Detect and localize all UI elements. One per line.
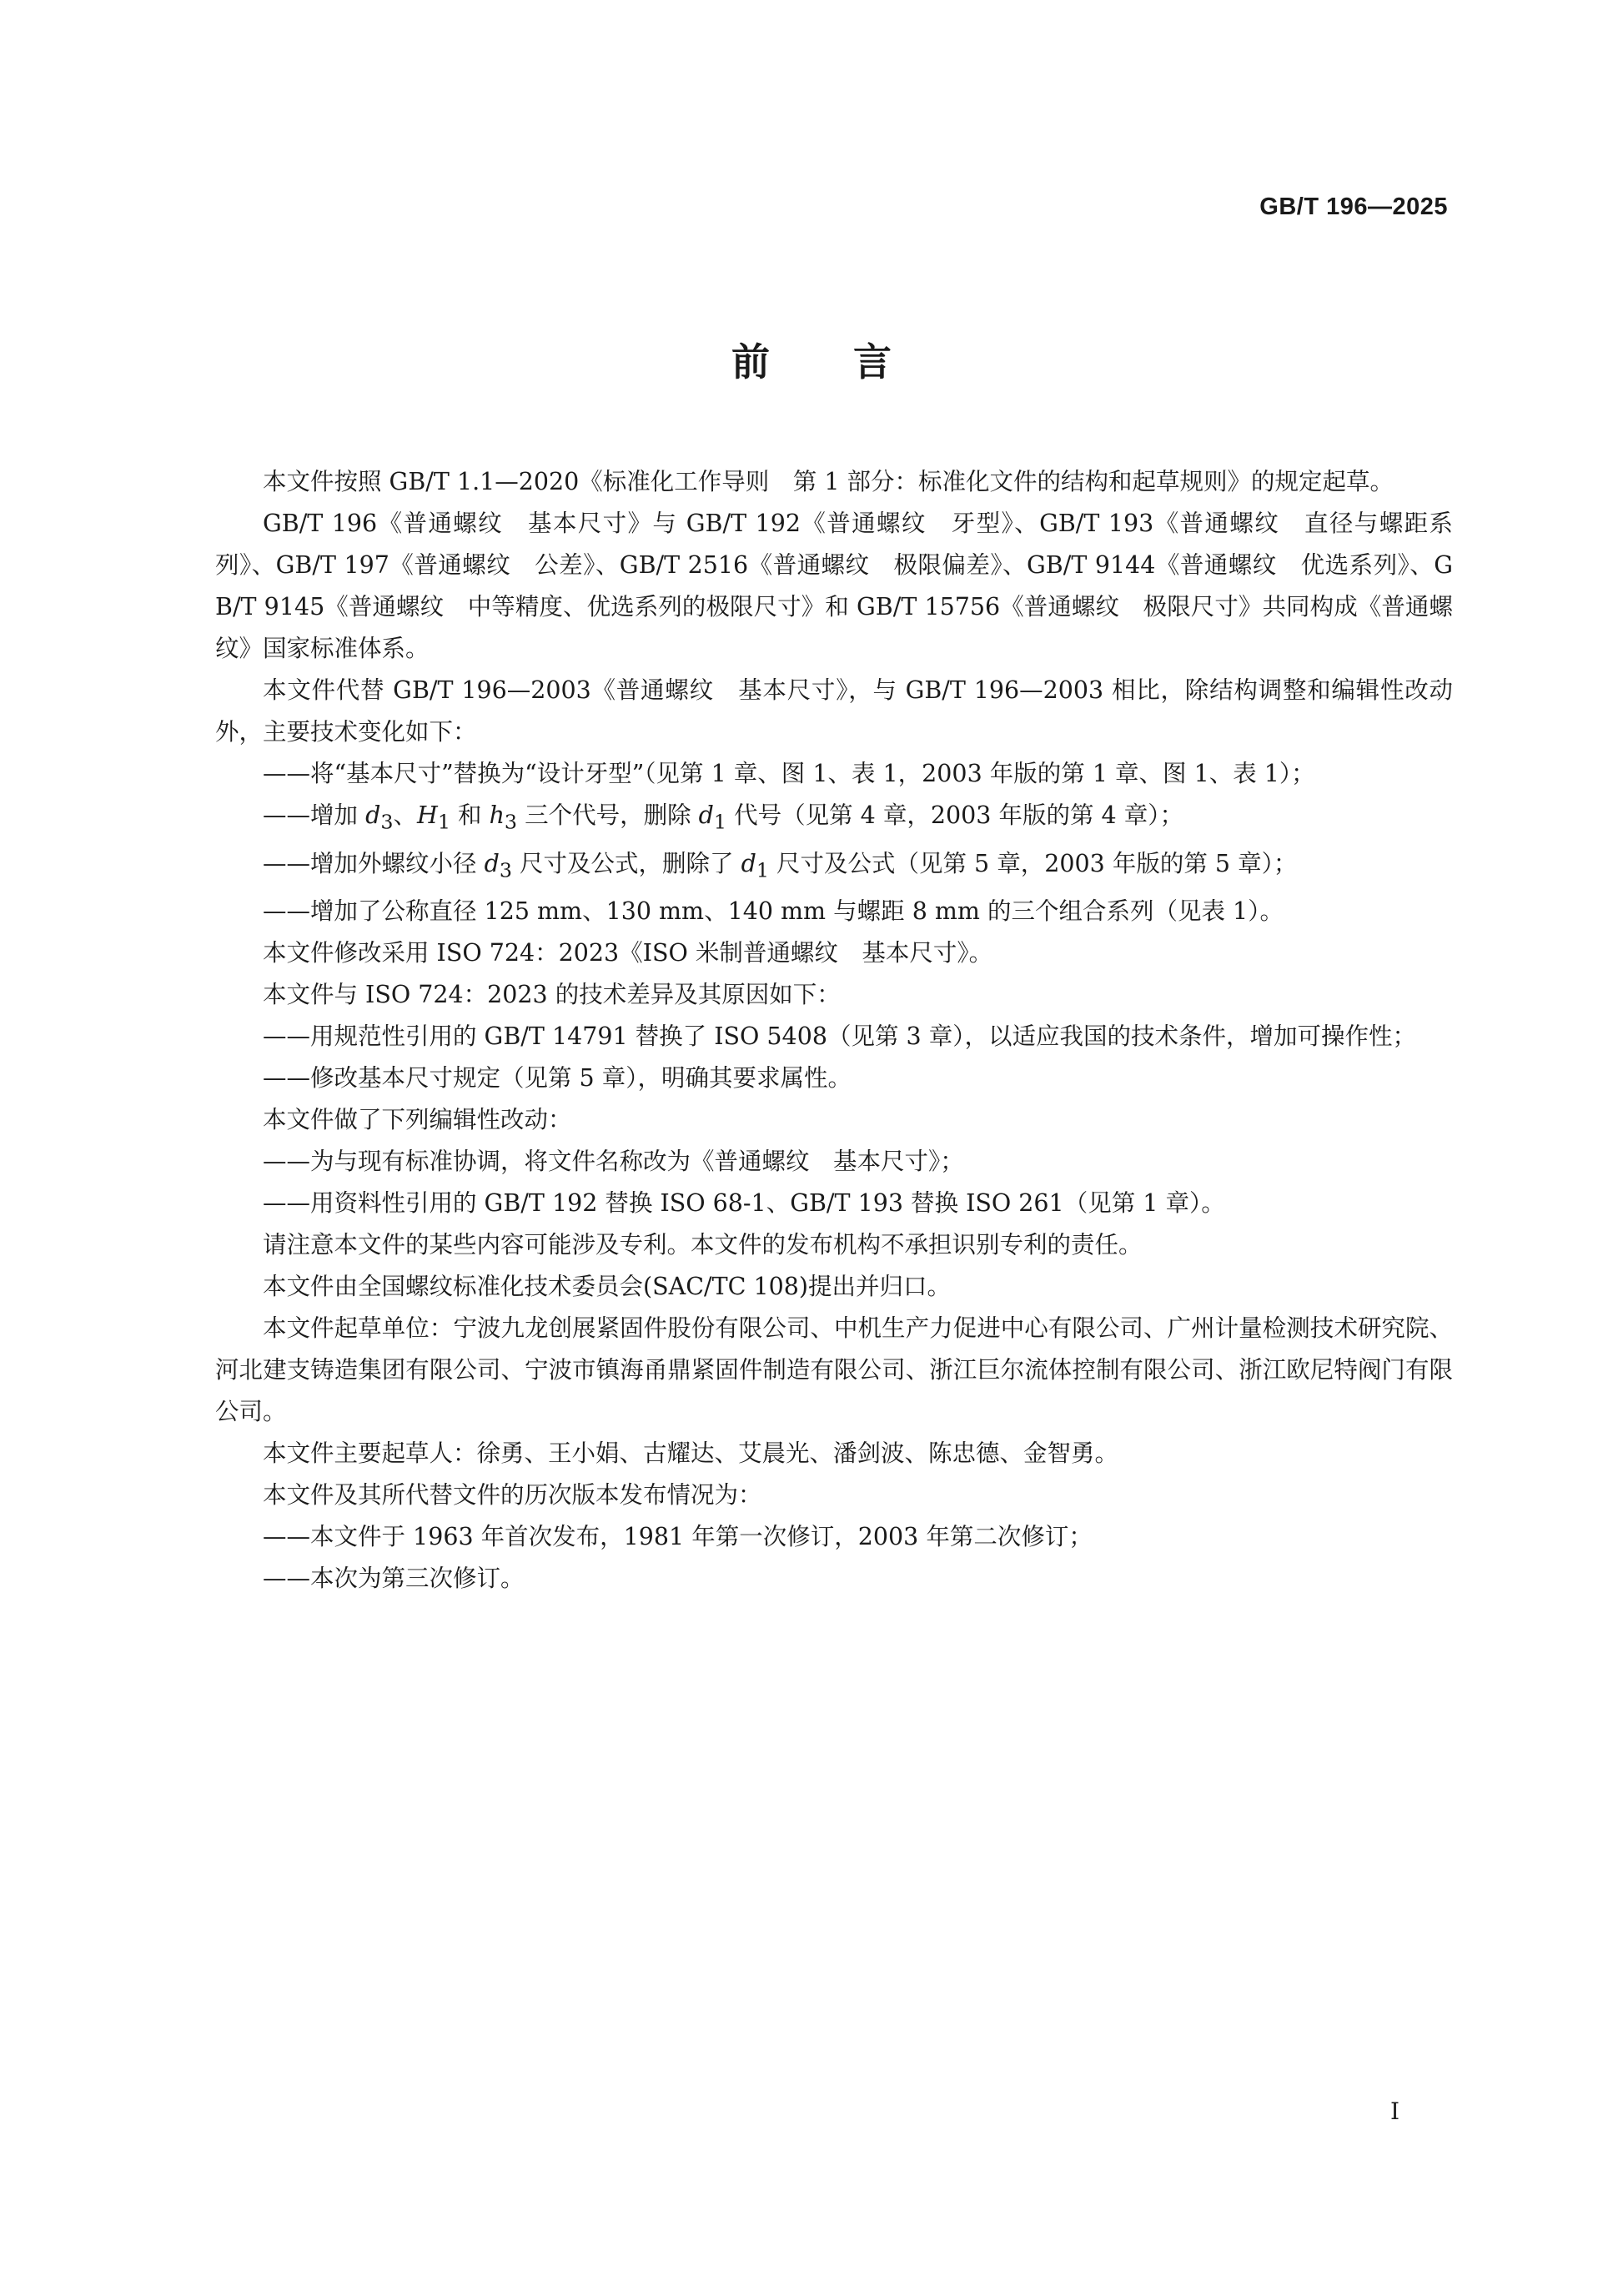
paragraph-standard-system: GB/T 196《普通螺纹 基本尺寸》与 GB/T 192《普通螺纹 牙型》、GB/T 193《普通螺纹 直径与螺距系列》、GB/T 197《普通螺纹 公差》、GB/T 2516《普通螺纹 极限偏差》、GB/T 9144《普通螺纹 优选系列》、GB/T 9145《普通螺纹 中等精度、优选系列的极限尺寸》和 GB/T 15756《普通螺纹 极限尺寸》共同构成《普通螺纹》国家标准体系。 bbox=[215, 510, 1453, 662]
paragraph-drafting-rules: 本文件按照 GB/T 1.1—2020《标准化工作导则 第 1 部分：标准化文件的结构和起草规则》的规定起草。 bbox=[263, 468, 1394, 495]
list-item bbox=[215, 753, 1453, 795]
paragraph-proposer: 本文件由全国螺纹标准化技术委员会(SAC/TC 108)提出并归口。 bbox=[263, 1273, 952, 1301]
list-item: ——为与现有标准协调，将文件名称改为《普通螺纹 基本尺寸》； bbox=[215, 1141, 1453, 1183]
symbol-h: h bbox=[489, 801, 505, 829]
standard-code: GB/T 196—2025 bbox=[1259, 193, 1448, 220]
paragraph-editorial-intro: 本文件做了下列编辑性改动： bbox=[263, 1106, 572, 1134]
list-item: ——用规范性引用的 GB/T 14791 替换了 ISO 5408（见第 3 章），以适应我国的技术条件，增加可操作性； bbox=[215, 1016, 1453, 1058]
paragraph-drafters: 本文件主要起草人：徐勇、王小娟、古耀达、艾晨光、潘剑波、陈忠德、金智勇。 bbox=[263, 1439, 1119, 1468]
list-item: ——增加 $d_3$、$H_1$ 和 $h_3$ 三个代号，删除 $d_1$ 代号（见第 4 章，2003 年版的第 4 章）； bbox=[215, 795, 1453, 843]
dash-marker: —— bbox=[263, 1022, 310, 1051]
symbol-d: d bbox=[484, 849, 500, 877]
paragraph-patent-note: 请注意本文件的某些内容可能涉及专利。本文件的发布机构不承担识别专利的责任。 bbox=[263, 1231, 1143, 1259]
dash-marker: —— bbox=[263, 1064, 310, 1093]
list-item: ——用资料性引用的 GB/T 192 替换 ISO 68-1、GB/T 193 替换 ISO 261（见第 1 章）。 bbox=[215, 1183, 1453, 1224]
paragraph-adoption: 本文件修改采用 ISO 724：2023《ISO 米制普通螺纹 基本尺寸》。 bbox=[263, 939, 993, 967]
symbol-H: H bbox=[416, 801, 438, 829]
change-item-4: 增加了公称直径 125 mm、130 mm、140 mm 与螺距 8 mm 的三个组合系列（见表 1）。 bbox=[310, 897, 1284, 926]
dash-marker: —— bbox=[263, 849, 310, 877]
list-item: ——本次为第三次修订。 bbox=[215, 1558, 1453, 1600]
page-title: 前言 bbox=[731, 339, 975, 384]
paragraph-replacement: 本文件代替 GB/T 196—2003《普通螺纹 基本尺寸》，与 GB/T 196—2003 相比，除结构调整和编辑性改动外，主要技术变化如下： bbox=[215, 676, 1453, 746]
dash-marker: —— bbox=[263, 801, 310, 829]
change-item-1: 将“基本尺寸”替换为“设计牙型”（见第 1 章、图 1、表 1，2003 年版的第 1 章、图 1、表 1）； bbox=[310, 760, 1315, 787]
list-item: ——修改基本尺寸规定（见第 5 章），明确其要求属性。 bbox=[215, 1058, 1453, 1099]
dash-marker: —— bbox=[263, 897, 310, 926]
dash-marker: —— bbox=[263, 1148, 310, 1176]
dash-marker: —— bbox=[263, 1565, 310, 1593]
list-item: ——增加外螺纹小径 $d_3$ 尺寸及公式，删除了 $d_1$ 尺寸及公式（见第 5 章，2003 年版的第 5 章）； bbox=[215, 843, 1453, 892]
paragraph-tech-diff-intro: 本文件与 ISO 724：2023 的技术差异及其原因如下： bbox=[263, 981, 841, 1009]
paragraph-history-intro: 本文件及其所代替文件的历次版本发布情况为： bbox=[263, 1481, 762, 1510]
paragraph-drafting-units: 本文件起草单位：宁波九龙创展紧固件股份有限公司、中机生产力促进中心有限公司、广州计量检测技术研究院、河北建支铸造集团有限公司、宁波市镇海甬鼎紧固件制造有限公司、浙江巨尔流体控制有限公司、浙江欧尼特阀门有限公司。 bbox=[215, 1314, 1453, 1426]
dash-marker: —— bbox=[263, 1523, 310, 1551]
foreword-body bbox=[215, 461, 1453, 1600]
list-item: ——本文件于 1963 年首次发布，1981 年第一次修订，2003 年第二次修订； bbox=[215, 1516, 1453, 1558]
dash-marker: —— bbox=[263, 1189, 310, 1218]
symbol-d: d bbox=[698, 801, 714, 829]
page-number: I bbox=[1389, 2098, 1399, 2125]
symbol-d: d bbox=[365, 801, 381, 829]
dash-marker: —— bbox=[263, 760, 310, 787]
list-item bbox=[215, 891, 1453, 932]
symbol-d: d bbox=[741, 849, 756, 877]
